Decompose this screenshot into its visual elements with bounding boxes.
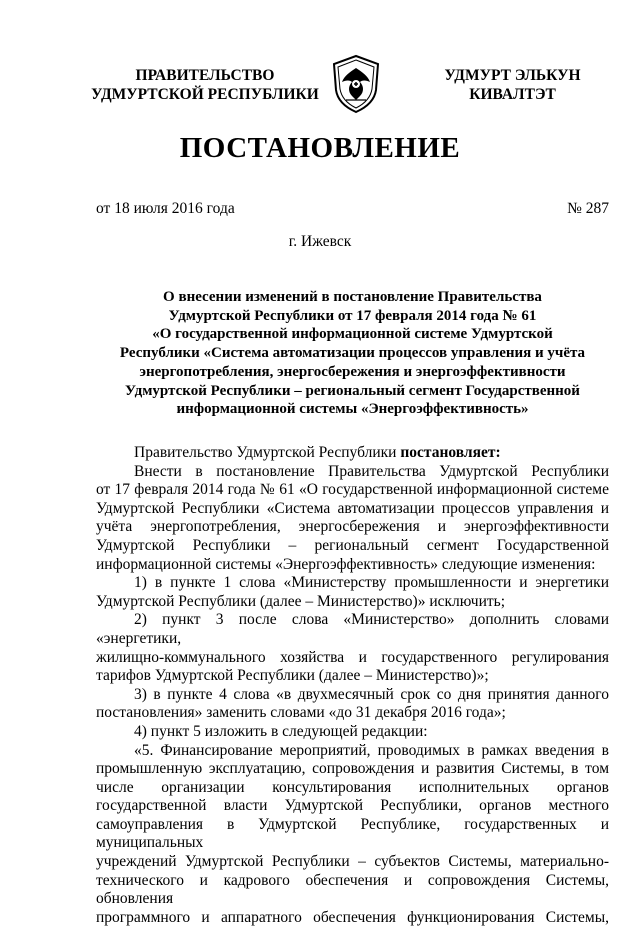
body-line: 3) в пункте 4 слова «в двухмесячный срок со дня принятия данного [134,685,609,703]
body-intro [96,444,609,463]
subject-line: Удмуртской Республики – региональный сегмент Государственной [125,382,580,399]
body-line: информационной системы «Энергоэффективность» следующие изменения: [96,555,596,573]
document-number: № 287 [567,200,609,217]
header-left-line-1: ПРАВИТЕЛЬСТВО [135,67,275,84]
body-line: самоуправления в Удмуртской Республике, государственных и муниципальных [96,815,609,852]
subject-line: О внесении изменений в постановление Правительства [163,289,542,305]
body-line: промышленную эксплуатацию, сопровождения и развития Системы, в том [96,760,609,778]
body-line: 2) пункт 3 после слова «Министерство» дополнить словами «энергетики, [96,611,609,647]
document-city: г. Ижевск [288,233,352,250]
header-right-org [420,66,605,104]
header-right-line-1: УДМУРТ ЭЛЬКУН [444,67,581,84]
subject-line: Удмуртской Республики от 17 февраля 2014 года № 61 [168,307,537,324]
body-line: постановления» заменить словами «до 31 декабря 2016 года»; [96,704,506,722]
subject-line: энергопотребления, энергосбережения и энергоэффективности [139,363,566,380]
coat-of-arms-icon [330,54,382,114]
body-line: учёта энергопотребления, энергосбережения и энергоэффективности [96,518,609,536]
body-line: Удмуртской Республики – региональный сегмент Государственной [96,536,609,554]
body-line: Удмуртской Республики «Система автоматизации процессов управления и [96,499,609,517]
body-line: государственной власти Удмуртской Республики, органов местного [96,797,609,815]
body-line: программного и аппаратного обеспечения функционирования Системы, [96,908,609,926]
body-line: тарифов Удмуртской Республики (далее – Министерство)»; [96,667,489,685]
body-line: технического и кадрового обеспечения и сопровождения Системы, обновления [96,871,609,908]
body-line: учреждений Удмуртской Республики – субъектов Системы, материально- [96,853,609,871]
header-left-org [80,66,330,104]
body-line: Удмуртской Республики (далее – Министерство)» исключить; [96,592,506,610]
body-line: жилищно-коммунального хозяйства и государственного регулирования [96,648,609,666]
body-line: 4) пункт 5 изложить в следующей редакции: [134,722,428,740]
document-date: от 18 июля 2016 года [96,200,235,217]
header-left-line-2: УДМУРТСКОЙ РЕСПУБЛИКИ [91,86,319,103]
body-line: 1) в пункте 1 слова «Министерству промышленности и энергетики [134,574,609,592]
document-title: ПОСТАНОВЛЕНИЕ [179,132,461,164]
intro-bold: постановляет: [400,444,501,461]
body-line: числе организации консультирования исполнительных органов [96,778,609,796]
subject-line: Республики «Система автоматизации процессов управления и учёта [119,345,586,362]
body-line: «5. Финансирование мероприятий, проводимых в рамках введения в [134,741,609,759]
body-line: от 17 февраля 2014 года № 61 «О государственной информационной системе [96,481,609,499]
subject-line: «О государственной информационной системе Удмуртской [152,326,553,343]
document-subject [96,288,609,419]
subject-line: информационной системы «Энергоэффективность» [176,401,529,418]
body-line: Внести в постановление Правительства Удмуртской Республики [134,462,609,480]
document-body [96,444,609,927]
header-right-line-2: КИВАЛТЭТ [469,86,556,103]
intro-text: Правительство Удмуртской Республики [134,444,401,461]
